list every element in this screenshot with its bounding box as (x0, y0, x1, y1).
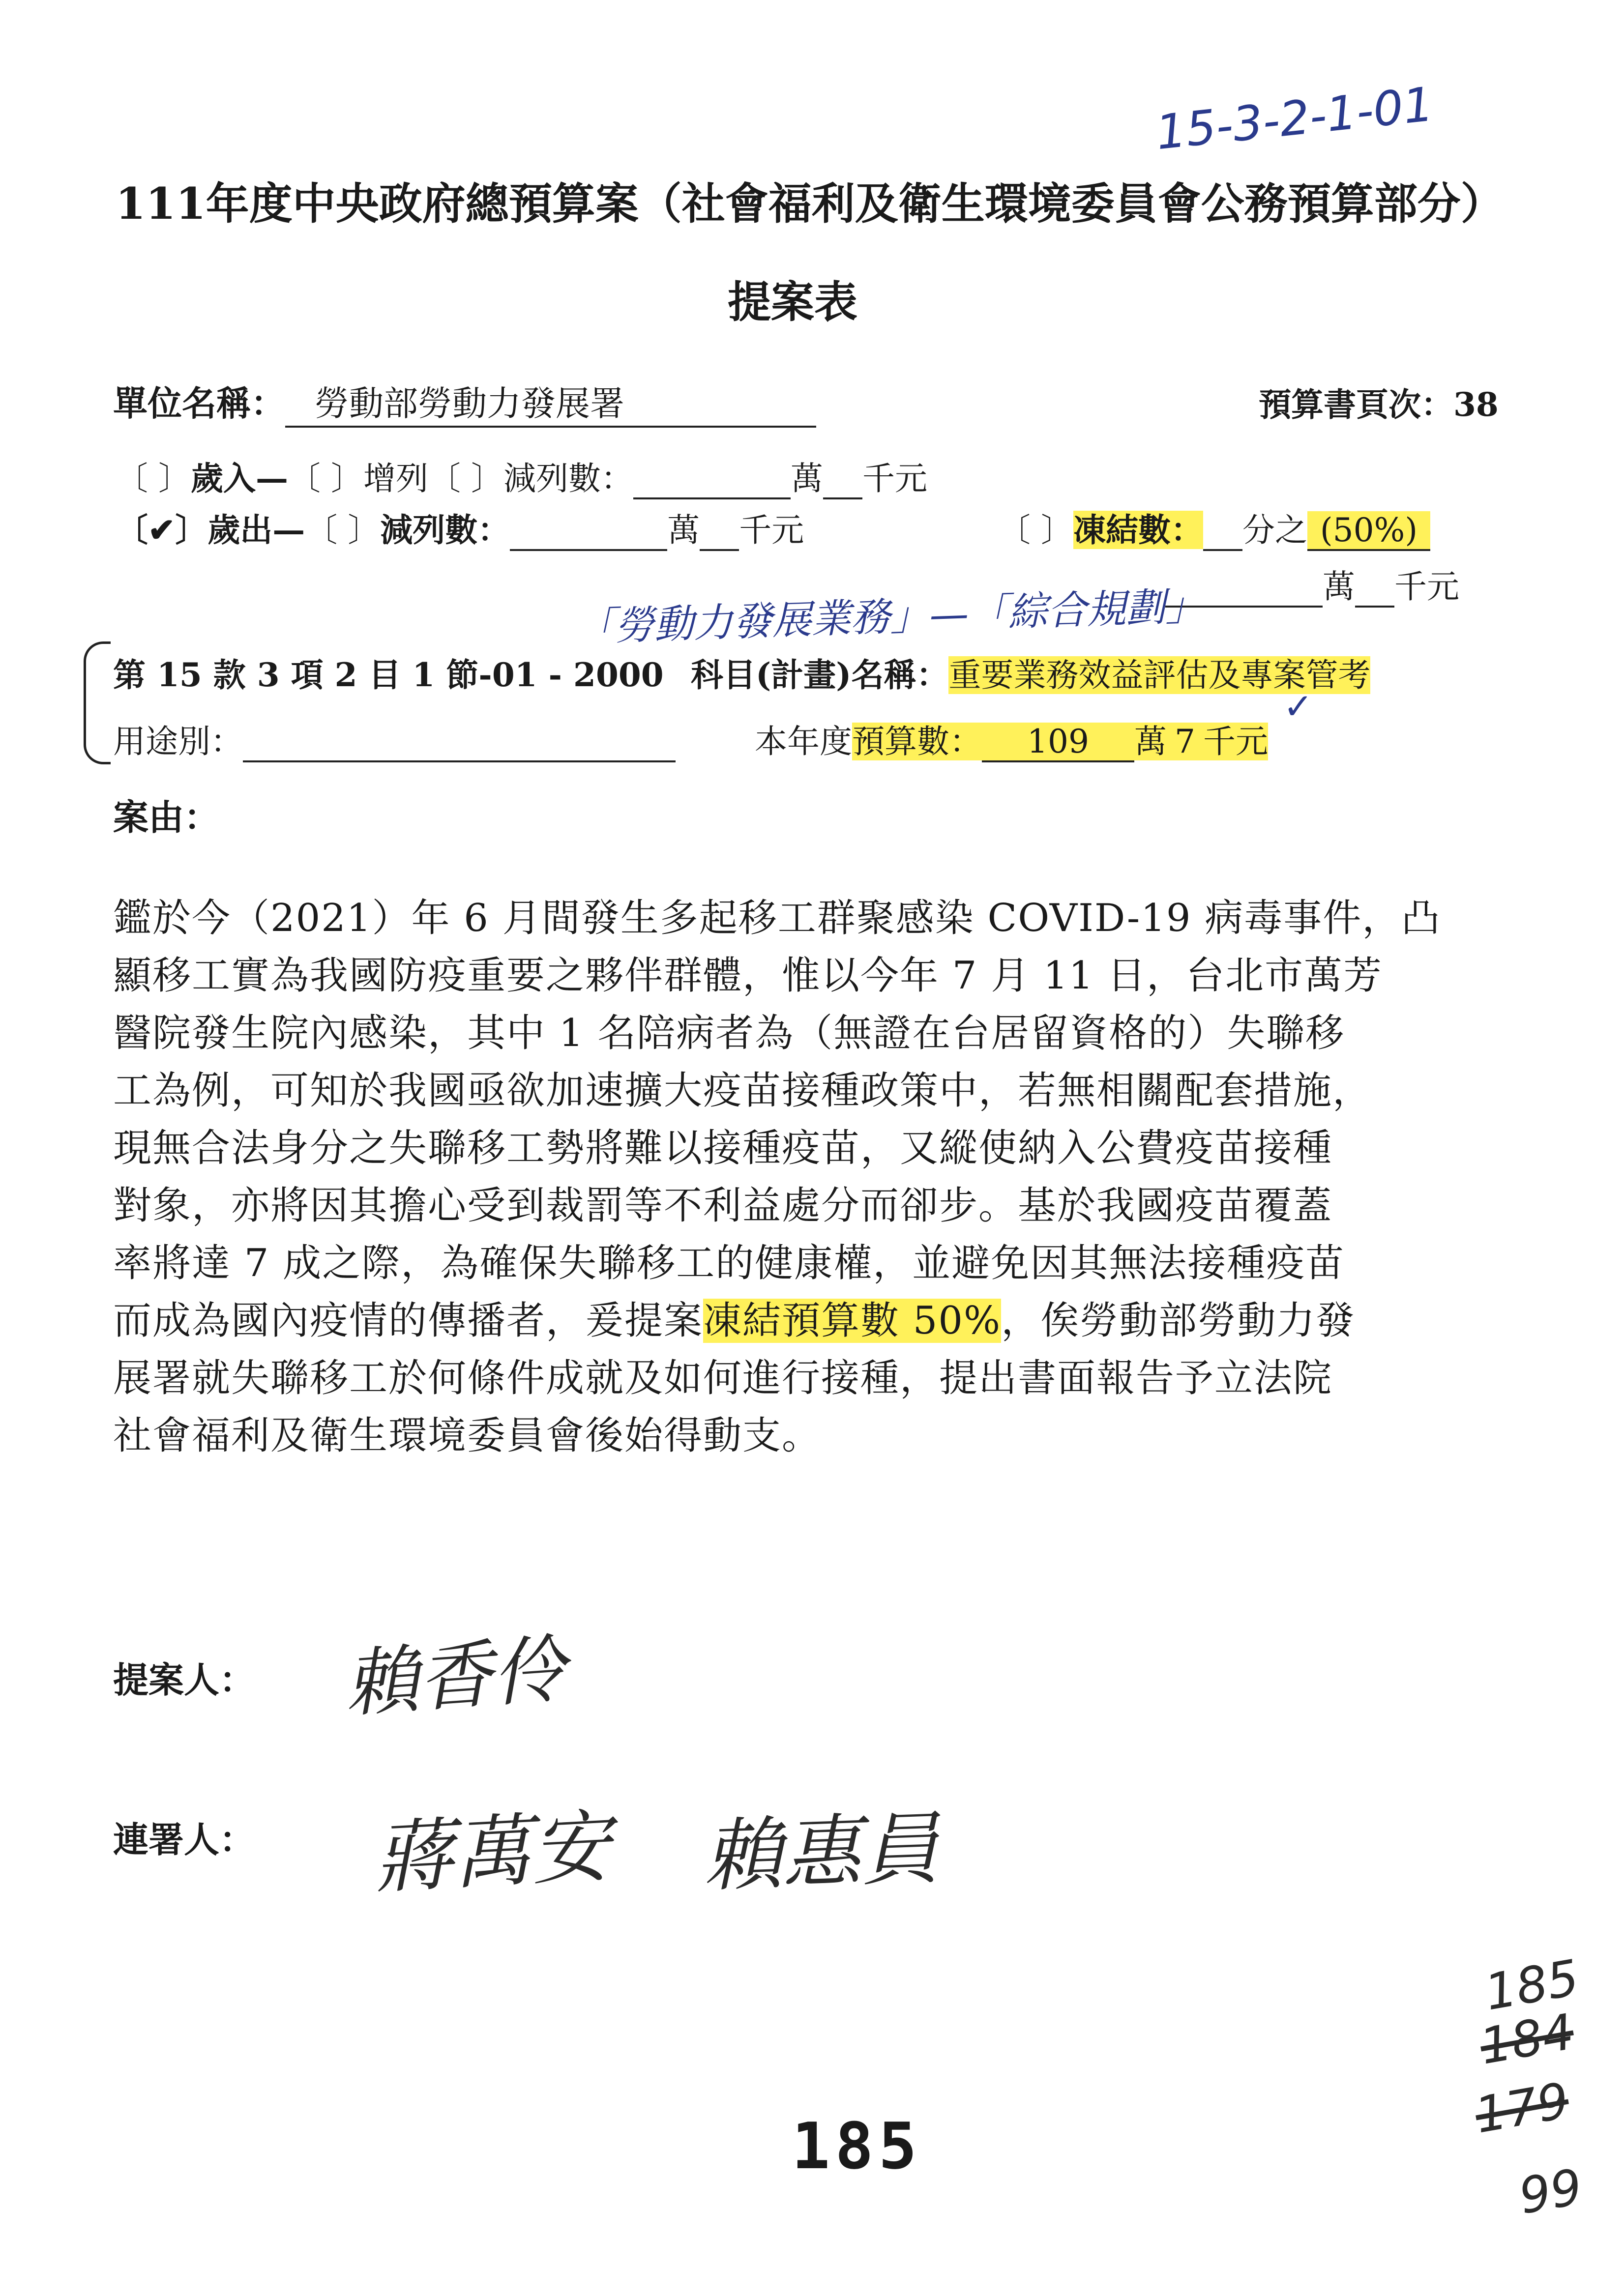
wan-unit: 萬 (1323, 568, 1355, 606)
revenue-wan-blank (633, 460, 791, 499)
freeze-row (998, 504, 1430, 551)
freeze-amount-row (1165, 560, 1459, 608)
document-title: 111年度中央政府總預算案（社會福利及衛生環境委員會公務預算部分） (116, 178, 1504, 229)
cosigner-signature-1: 蔣萬安 (372, 1800, 613, 1905)
expense-qian-blank (700, 511, 739, 551)
subject-row (691, 649, 1370, 696)
margin-number-old: 99 (1514, 2157, 1587, 2226)
fraction-label: 分之 (1242, 511, 1307, 549)
unit-row (113, 376, 816, 428)
proposer-signature: 賴香伶 (342, 1627, 569, 1728)
document-code: 15-3-2-1-01 (1153, 76, 1436, 161)
increase-checkbox: 〔 〕 (288, 460, 363, 497)
budget-row (755, 715, 1268, 762)
qian-unit: 千元 (739, 511, 804, 549)
freeze-numerator-blank (1203, 511, 1242, 551)
qian-unit: 千元 (1394, 568, 1459, 606)
reason-label: 案由： (113, 796, 220, 838)
freeze-label: 凍結數： (1073, 511, 1203, 549)
margin-number-current: 185 (1480, 1948, 1583, 2022)
cosigner-label: 連署人： (113, 1819, 255, 1860)
subject-label: 科目(計畫)名稱： (691, 656, 949, 694)
wan-unit: 萬 (667, 511, 700, 549)
handwritten-program-annotation: 「勞動力發展業務」—「綜合規劃」 (575, 582, 1206, 651)
expense-decrease-label: 減列數： (380, 511, 510, 549)
increase-label: 增列 (363, 460, 428, 497)
budget-unit-wan: 萬 (1134, 723, 1167, 760)
check-mark-icon: ✓ (1283, 686, 1313, 727)
reason-text-part2: ，俟勞動部勞動力發 展署就失聯移工於何條件成就及如何進行接種，提出書面報告予立法院 社會福利及衛生環境委員會後始得動支。 (113, 1299, 1356, 1458)
unit-name: 勞動部勞動力發展署 (285, 376, 816, 428)
decrease-label: 減列數： (503, 460, 633, 497)
expense-decrease-checkbox: 〔 〕 (305, 511, 381, 549)
account-bracket (84, 641, 111, 764)
reason-text-part1: 鑑於今（2021）年 6 月間發生多起移工群聚感染 COVID-19 病毒事件，凸 顯移工實為我國防疫重要之夥伴群體，惟以今年 7 月 11 日，台北市萬芳 醫院發生院內感染，其中 1 名陪病者為（無證在台居留資格的）失聯移 工為例，可知於我國亟欲加速擴大疫苗接種政策中，若無相關配套措施， 現無合法身分之失聯移工勢將難以接種疫苗，又縱使納入公費疫苗接種 對象，亦將因其擔心受到裁罰等不利益處分而卻步。基於我國疫苗覆蓋 率將達 7 成之際，為確保失聯移工的健康權，並避免因其無法接種疫苗 而成為國內疫情的傳播者，爰提案 (113, 896, 1441, 1343)
purpose-blank (243, 723, 676, 762)
decrease-checkbox: 〔 〕 (428, 460, 503, 497)
reason-text (113, 890, 1490, 1465)
freeze-checkbox: 〔 〕 (998, 511, 1073, 549)
margin-number-struck-1: 184 (1476, 2003, 1578, 2076)
budget-value: 109 (982, 723, 1134, 762)
expense-label: 歲出— (207, 511, 305, 549)
expense-wan-blank (510, 511, 667, 551)
freeze-qian-blank (1355, 568, 1394, 608)
budget-page: 預算書頁次：38 (1259, 385, 1499, 424)
expense-checkbox: 〔✔〕 (116, 511, 208, 549)
purpose-row (113, 715, 676, 762)
subject-value: 重要業務效益評估及專案管考 (948, 656, 1371, 694)
revenue-row (116, 452, 927, 499)
expense-row (116, 504, 804, 551)
freeze-fraction-value: (50%) (1307, 511, 1430, 551)
account-row (113, 649, 664, 696)
reason-text-highlight: 凍結預算數 50% (703, 1299, 1002, 1343)
revenue-label: 歲入— (190, 459, 288, 497)
revenue-checkbox: 〔 〕 (116, 460, 191, 497)
proposer-label: 提案人： (113, 1659, 255, 1701)
wan-unit: 萬 (790, 460, 823, 497)
year-label: 本年度 (755, 723, 852, 760)
budget-value-qian: 7 (1167, 723, 1203, 760)
margin-number-struck-2: 179 (1471, 2071, 1573, 2145)
budget-label: 預算數： (852, 723, 982, 760)
cosigner-signature-2: 賴惠員 (702, 1802, 941, 1903)
account-code: 第 15 款 3 項 2 目 1 節-01 - 2000 (113, 656, 664, 694)
qian-unit: 千元 (862, 460, 927, 497)
unit-label: 單位名稱： (113, 383, 285, 424)
form-subtitle: 提案表 (728, 276, 858, 327)
revenue-qian-blank (823, 460, 862, 499)
budget-unit-qian: 千元 (1203, 723, 1268, 760)
purpose-label: 用途別： (113, 723, 243, 760)
page-number: 185 (792, 2109, 922, 2183)
